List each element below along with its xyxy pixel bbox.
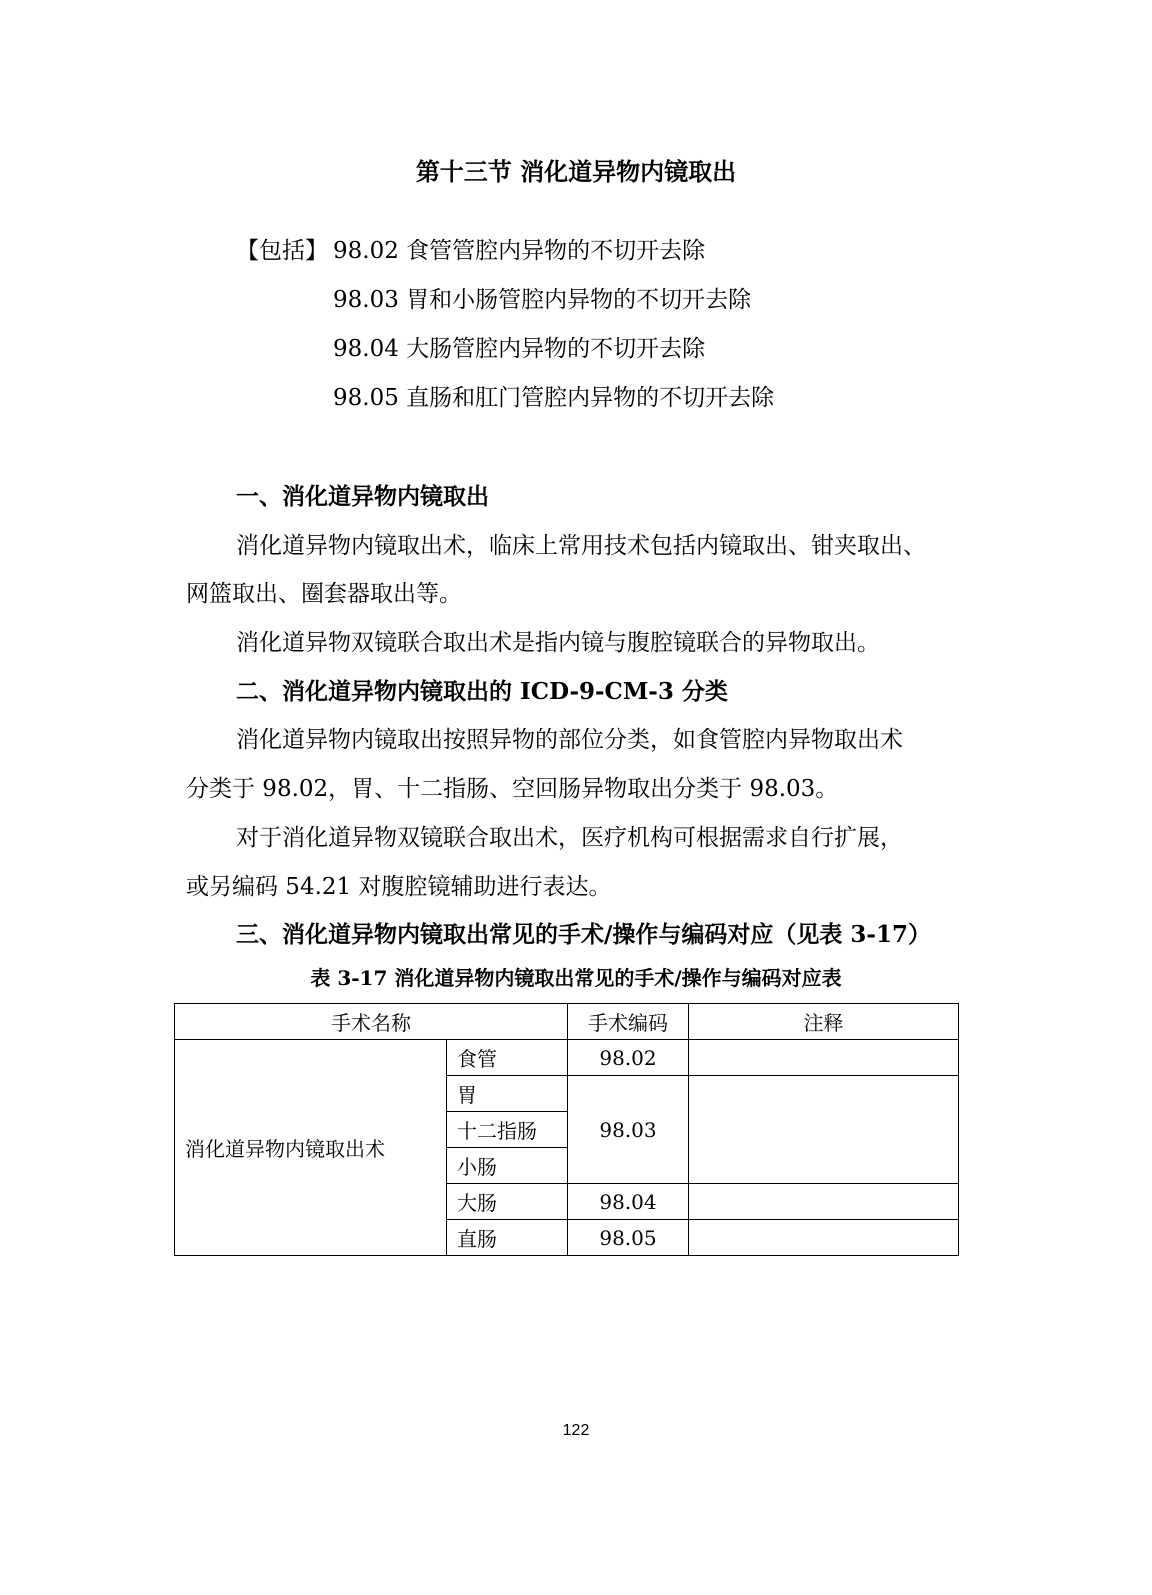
table-caption: 表 3-17 消化道异物内镜取出常见的手术/操作与编码对应表 [310,966,842,990]
table-row [175,1040,959,1076]
site-cell: 十二指肠 [447,1112,568,1148]
notes-cell [689,1040,959,1076]
paragraph-line: 分类于 98.02，胃、十二指肠、空回肠异物取出分类于 98.03。 [186,776,839,802]
header-procedure-name: 手术名称 [175,1004,568,1040]
code-cell: 98.03 [568,1076,689,1184]
section-heading: 一、消化道异物内镜取出 [236,483,489,510]
paragraph-line: 消化道异物内镜取出术，临床上常用技术包括内镜取出、钳夹取出、 [236,533,926,559]
includes-item: 98.02 食管管腔内异物的不切开去除 [333,238,706,264]
code-cell: 98.04 [568,1184,689,1220]
site-cell: 小肠 [447,1148,568,1184]
notes-cell [689,1184,959,1220]
site-cell: 直肠 [447,1220,568,1256]
includes-item: 98.05 直肠和肛门管腔内异物的不切开去除 [333,385,775,411]
notes-cell [689,1220,959,1256]
paragraph-line: 网篮取出、圈套器取出等。 [186,581,462,607]
page-number: 122 [562,1422,590,1439]
site-cell: 胃 [447,1076,568,1112]
section-title: 第十三节 消化道异物内镜取出 [415,157,737,186]
includes-label: 【包括】 [236,238,328,264]
code-table [174,1003,959,1256]
code-cell: 98.02 [568,1040,689,1076]
site-cell: 食管 [447,1040,568,1076]
paragraph-line: 消化道异物双镜联合取出术是指内镜与腹腔镜联合的异物取出。 [236,630,880,656]
section-heading: 三、消化道异物内镜取出常见的手术/操作与编码对应（见表 3-17） [236,921,931,948]
paragraph-line: 消化道异物内镜取出按照异物的部位分类，如食管腔内异物取出术 [236,727,903,753]
paragraph-line: 对于消化道异物双镜联合取出术，医疗机构可根据需求自行扩展， [236,825,903,851]
table-header-row [175,1004,959,1040]
paragraph-line: 或另编码 54.21 对腹腔镜辅助进行表达。 [186,874,612,900]
notes-cell [689,1076,959,1184]
header-notes: 注释 [689,1004,959,1040]
includes-item: 98.04 大肠管腔内异物的不切开去除 [333,336,706,362]
site-cell: 大肠 [447,1184,568,1220]
header-procedure-code: 手术编码 [568,1004,689,1040]
procedure-name-cell: 消化道异物内镜取出术 [175,1040,447,1256]
section-heading: 二、消化道异物内镜取出的 ICD-9-CM-3 分类 [236,678,728,705]
includes-item: 98.03 胃和小肠管腔内异物的不切开去除 [333,287,752,313]
code-cell: 98.05 [568,1220,689,1256]
